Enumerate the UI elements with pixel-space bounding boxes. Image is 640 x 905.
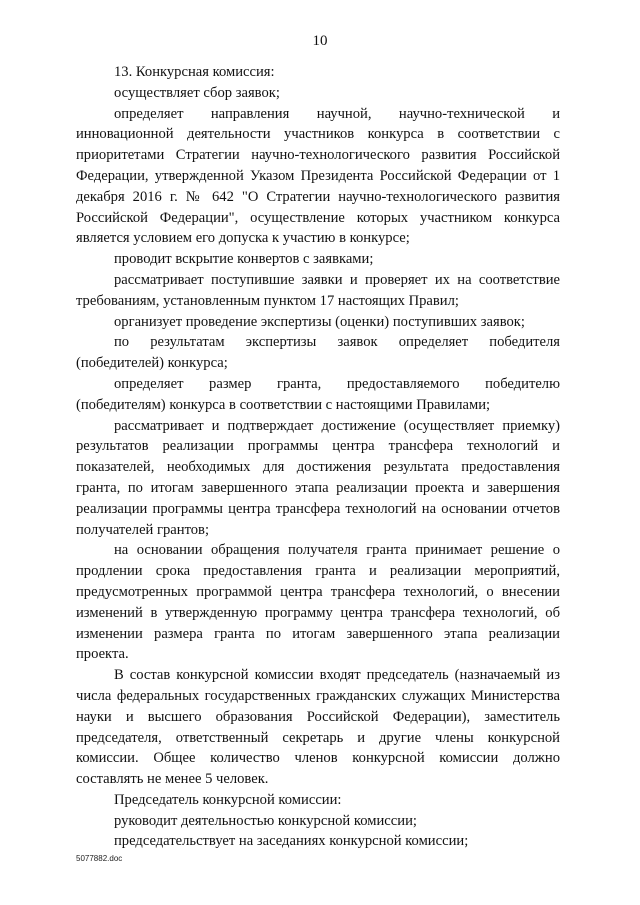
paragraph-collects-applications: осуществляет сбор заявок;	[114, 84, 280, 101]
paragraph-organizes-expertise: организует проведение экспертизы (оценки) поступивших заявок;	[114, 313, 525, 330]
paragraph-determines-winner: по результатам экспертизы заявок определяет победителя (победителей) конкурса;	[76, 334, 560, 372]
paragraph-determines-grant-size: определяет размер гранта, предоставляемого победителю (победителям) конкурса в соответствии с настоящими Правилами;	[76, 375, 560, 413]
paragraph-chairman-presides: председательствует на заседаниях конкурсной комиссии;	[114, 833, 469, 850]
document-body	[76, 62, 560, 852]
paragraph-extension-decision: на основании обращения получателя гранта принимает решение о продлении срока предоставления гранта и реализации мероприятий, предусмотренных программой центра трансфера технологий, о внесении изменений в утвержденную программу центра трансфера технологий, об изменении размера гранта по итогам завершенного этапа реализации проекта.	[76, 542, 560, 663]
paragraph-reviews-applications: рассматривает поступившие заявки и проверяет их на соответствие требованиям, установленным пунктом 17 настоящих Правил;	[76, 271, 560, 309]
paragraph-chairman-leads: руководит деятельностью конкурсной комиссии;	[114, 812, 417, 829]
paragraph-opens-envelopes: проводит вскрытие конвертов с заявками;	[114, 251, 374, 268]
paragraph-clause-13-heading: 13. Конкурсная комиссия:	[114, 64, 275, 80]
paragraph-commission-composition: В состав конкурсной комиссии входят председатель (назначаемый из числа федеральных государственных гражданских служащих Министерства науки и высшего образования Российской Федерации), заместитель председателя, ответственный секретарь и другие члены конкурсной комиссии. Общее количество членов конкурсной комиссии должно составлять не менее 5 человек.	[76, 667, 560, 788]
document-file-reference: 5077882.doc	[76, 854, 123, 863]
paragraph-chairman-heading: Председатель конкурсной комиссии:	[114, 791, 342, 808]
page-number: 10	[312, 33, 328, 49]
paragraph-defines-directions: определяет направления научной, научно-технической и инновационной деятельности участников конкурса в соответствии с приоритетами Стратегии научно-технологического развития Российской Федерации, утвержденной Указом Президента Российской Федерации от 1 декабря 2016 г. № 642 "О Стратегии научно-технологического развития Российской Федерации", осуществление которых участником конкурса является условием его допуска к участию в конкурсе;	[76, 105, 560, 247]
paragraph-confirms-results: рассматривает и подтверждает достижение (осуществляет приемку) результатов реализации программы центра трансфера технологий и показателей, необходимых для достижения результата предоставления гранта, по итогам завершенного этапа реализации проекта и завершения реализации программы центра трансфера технологий на основании отчетов получателей грантов;	[76, 417, 560, 538]
